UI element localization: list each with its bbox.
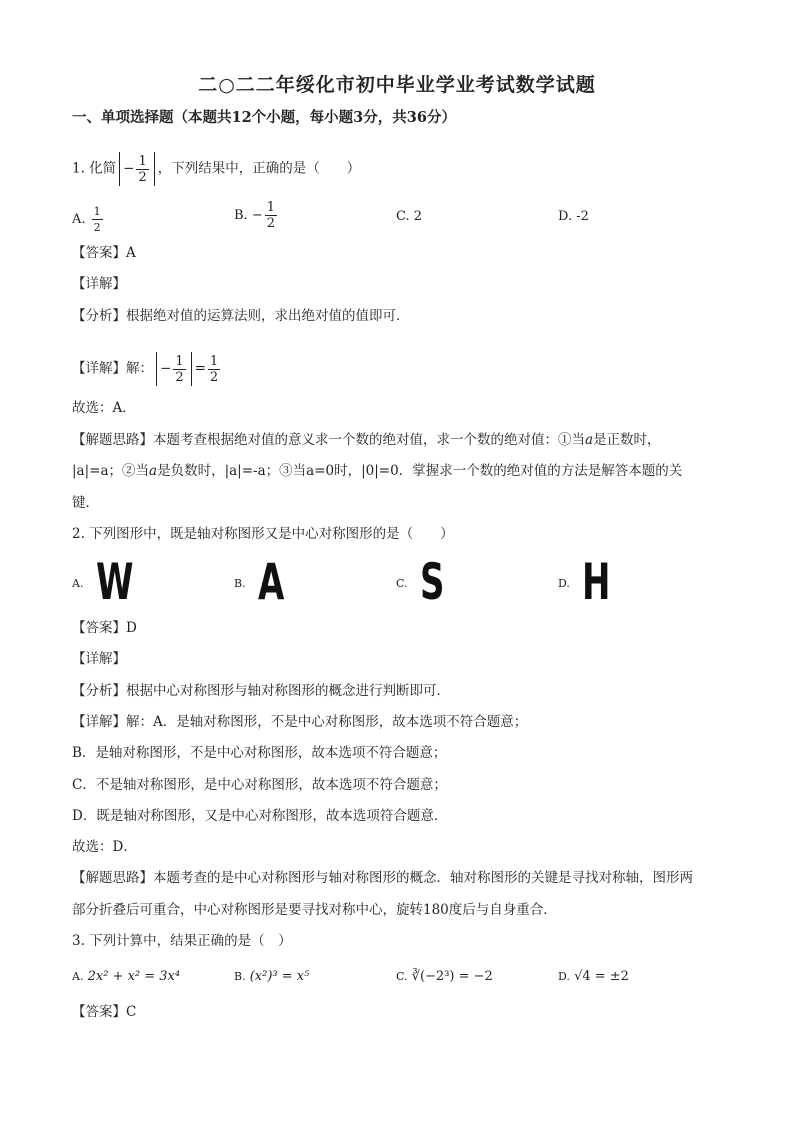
q1-option-a: [72, 204, 105, 235]
q2-idea-line2: 部分折叠后可重合，中心对称图形是要寻找对称中心，旋转180度后与自身重合．: [72, 902, 557, 918]
q1-detail-heading: 【详解】: [72, 276, 126, 292]
q2-answer: 【答案】D: [72, 620, 137, 636]
frac-num: 1: [93, 205, 101, 218]
q2-choose: 故选：D．: [72, 839, 137, 855]
equals-sign: =: [194, 360, 206, 377]
q2-option-d-glyph: H: [582, 553, 611, 611]
q1-expr-minus: −: [123, 160, 135, 177]
frac-den: 2: [209, 369, 219, 385]
frac-num: 1: [138, 153, 147, 169]
option-label: D.: [558, 970, 570, 983]
q3-option-b: [234, 967, 309, 987]
idea-text: a=0时，: [306, 463, 362, 479]
q1-option-a-fraction: [92, 204, 103, 235]
option-expr: (x²)³ = x⁵: [249, 969, 310, 984]
q2-analysis: 【分析】根据中心对称图形与轴对称图形的概念进行判断即可．: [72, 683, 450, 699]
frac-num: 1: [209, 353, 219, 369]
q1-analysis: 【分析】根据绝对值的运算法则，求出绝对值的值即可．: [72, 308, 410, 324]
q1-idea-line3: 键．: [72, 495, 99, 511]
result-fraction: [208, 354, 220, 385]
option-label: C.: [396, 970, 408, 983]
frac-num: 1: [175, 353, 184, 369]
option-minus: −: [251, 208, 263, 223]
q1-solution: [72, 352, 222, 386]
q3-option-d: [558, 967, 629, 987]
abs-bar-right: [154, 152, 155, 186]
q2-option-a-label: A.: [72, 577, 84, 590]
q2-detail-b: B．是轴对称图形，不是中心对称图形，故本选项不符合题意；: [72, 745, 447, 761]
q3-option-c: [396, 967, 493, 987]
expr-minus: −: [160, 360, 172, 377]
q2-idea-line1: 【解题思路】本题考查的是中心对称图形与轴对称图形的概念．轴对称图形的关键是寻找对称轴，图形两: [72, 870, 693, 886]
q2-option-a-glyph: W: [96, 553, 134, 611]
q3-option-a: [72, 967, 180, 987]
q2-option-b-label: B.: [234, 577, 246, 590]
q2-option-b-glyph: A: [258, 553, 285, 611]
q2-detail-c: C．不是轴对称图形，是中心对称图形，故本选项不符合题意；: [72, 777, 447, 793]
q1-option-b: [234, 200, 279, 231]
option-label: A.: [72, 212, 86, 227]
page-title: 二○二二年绥化市初中毕业学业考试数学试题: [198, 74, 596, 96]
solution-prefix: 【详解】解：: [72, 360, 153, 377]
q2-detail-d: D．既是轴对称图形，又是中心对称图形，故本选项符合题意．: [72, 808, 448, 824]
idea-text: |a|=-a；③当: [224, 463, 307, 479]
idea-text: 是正数时，: [593, 432, 661, 448]
abs-bar-right: [191, 352, 192, 386]
option-expr: ∛(−2³) = −2: [411, 969, 493, 984]
q2-option-d-label: D.: [558, 577, 570, 590]
option-label: B.: [234, 208, 248, 223]
frac-den: 2: [266, 216, 276, 231]
frac-den: 2: [175, 369, 184, 385]
q2-option-c-glyph: S: [420, 553, 445, 611]
q2-option-c-label: C.: [396, 577, 408, 590]
q1-stem-post: ，下列结果中，正确的是（ ）: [157, 160, 361, 177]
q2-detail-a: 【详解】解：A．是轴对称图形，不是中心对称图形，故本选项不符合题意；: [72, 714, 528, 730]
q1-option-c: C. 2: [396, 209, 423, 224]
idea-text: 【解题思路】本题考查根据绝对值的意义求一个数的绝对值，求一个数的绝对值：①当: [72, 432, 585, 448]
var-a: a: [149, 463, 158, 479]
q2-stem: 2. 下列图形中，既是轴对称图形又是中心对称图形的是（ ）: [72, 526, 454, 542]
option-label: A.: [72, 970, 84, 983]
q3-stem: 3. 下列计算中，结果正确的是（ ）: [72, 933, 292, 949]
section-heading: 一、单项选择题（本题共12个小题，每小题3分，共36分）: [72, 109, 456, 126]
frac-num: 1: [266, 200, 276, 215]
q1-idea-line2: [72, 461, 682, 481]
idea-text: |a|=a；②当: [72, 463, 150, 479]
q1-option-d: D. -2: [558, 209, 589, 224]
q1-stem-pre: 1. 化简: [72, 160, 117, 177]
q1-choose: 故选：A．: [72, 400, 136, 416]
idea-text: |0|=0．掌握求一个数的绝对值的方法是解答本题的关: [361, 463, 683, 479]
q1-option-b-fraction: [265, 200, 277, 231]
option-expr: 2x² + x² = 3x⁴: [87, 969, 181, 984]
q1-answer: 【答案】A: [72, 245, 136, 261]
q2-detail-heading: 【详解】: [72, 651, 126, 667]
q1-stem: [72, 152, 360, 186]
q3-answer: 【答案】C: [72, 1004, 137, 1020]
idea-text: 是负数时，: [157, 463, 225, 479]
var-a: a: [585, 432, 594, 448]
option-label: B.: [234, 970, 246, 983]
abs-bar-left: [156, 352, 157, 386]
frac-den: 2: [93, 221, 101, 234]
abs-bar-left: [119, 152, 120, 186]
solution-fraction: [173, 354, 185, 385]
option-expr: √4 = ±2: [574, 969, 629, 984]
q1-idea-line1: [72, 430, 661, 450]
q1-fraction: [136, 154, 148, 185]
frac-den: 2: [138, 169, 147, 185]
